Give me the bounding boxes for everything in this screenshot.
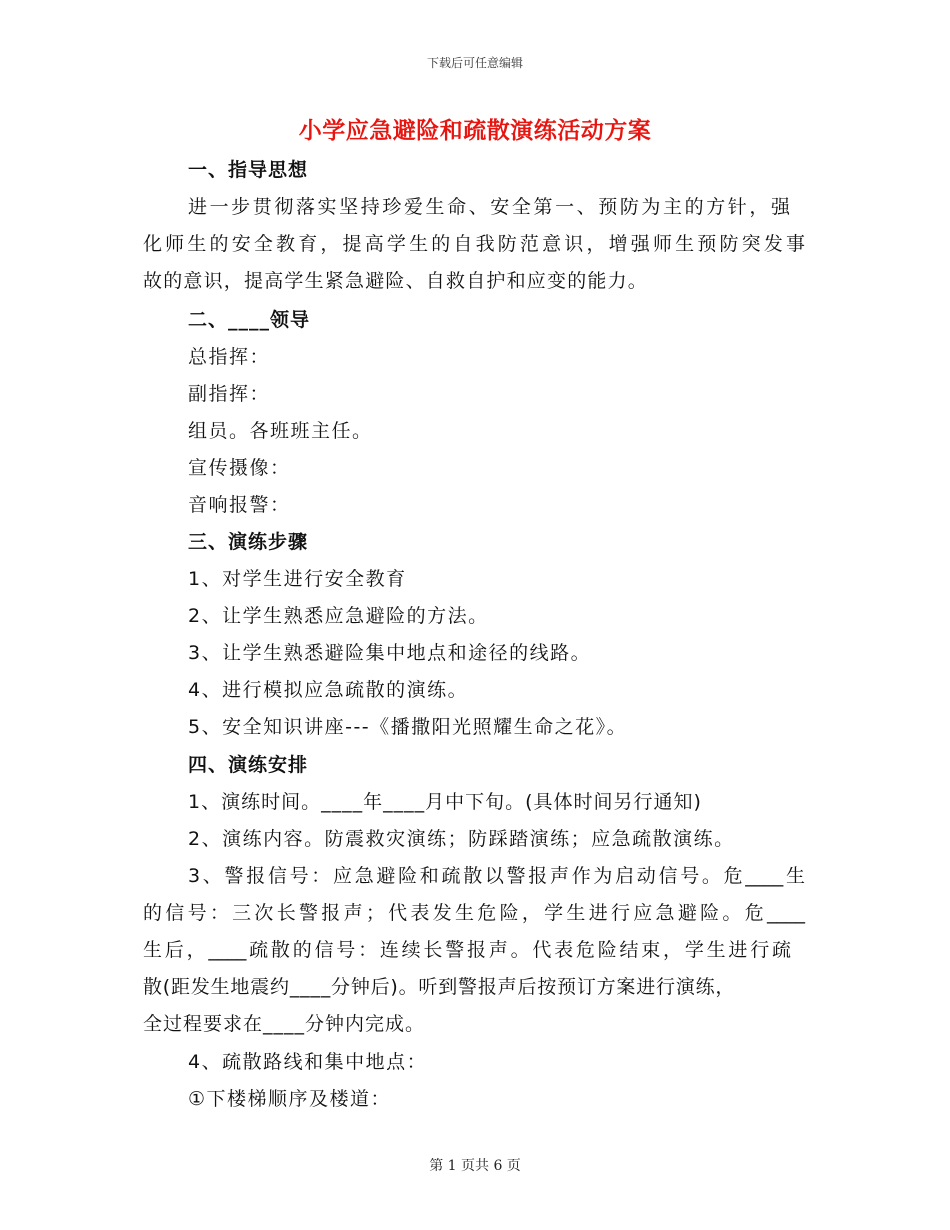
sub-list-item-stairs: ①下楼梯顺序及楼道： [188,1088,392,1110]
paragraph-line: 生后，____疏散的信号：连续长警报声。代表危险结束，学生进行疏 [143,939,791,961]
paragraph-line: 化师生的安全教育，提高学生的自我防范意识，增强师生预防突发事 [143,233,805,255]
list-item: 2、让学生熟悉应急避险的方法。 [188,605,489,627]
list-item-alarm: 音响报警： [188,494,291,516]
list-item-deputy-commander: 副指挥： [188,383,271,405]
list-item-publicity: 宣传摄像： [188,457,291,479]
section-heading-drill-arrangement: 四、演练安排 [188,754,309,776]
list-item-drill-time: 1、演练时间。____年____月中下旬。(具体时间另行通知) [188,791,702,813]
paragraph-line: 的信号：三次长警报声；代表发生危险，学生进行应急避险。危____ [143,902,805,924]
page-number-footer: 第 1 页共 6 页 [429,1158,521,1174]
paragraph-line: 故的意识，提高学生紧急避险、自救自护和应变的能力。 [143,270,649,292]
paragraph-line: 散(距发生地震约____分钟后)。听到警报声后按预订方案进行演练， [143,976,736,998]
paragraph-line: 3、警报信号：应急避险和疏散以警报声作为启动信号。危____生 [188,865,805,887]
document-title: 小学应急避险和疏散演练活动方案 [298,117,652,144]
page-header-note: 下载后可任意编辑 [426,56,523,70]
section-heading-leadership: 二、____领导 [188,309,311,331]
list-item: 1、对学生进行安全教育 [188,568,407,590]
list-item-evacuation-route: 4、疏散路线和集中地点： [188,1051,428,1073]
section-heading-guiding-ideology: 一、指导思想 [188,159,309,181]
list-item: 3、让学生熟悉避险集中地点和途径的线路。 [188,642,592,664]
section-heading-drill-steps: 三、演练步骤 [188,531,309,553]
paragraph-line: 全过程要求在____分钟内完成。 [143,1013,426,1035]
list-item-drill-content: 2、演练内容。防震救灾演练；防踩踏演练；应急疏散演练。 [188,828,735,850]
list-item-commander: 总指挥： [188,346,271,368]
list-item: 4、进行模拟应急疏散的演练。 [188,679,469,701]
paragraph-line: 进一步贯彻落实坚持珍爱生命、安全第一、预防为主的方针，强 [188,196,790,218]
list-item-members: 组员。各班班主任。 [188,420,373,442]
list-item: 5、安全知识讲座---《播撒阳光照耀生命之花》。 [188,716,628,738]
